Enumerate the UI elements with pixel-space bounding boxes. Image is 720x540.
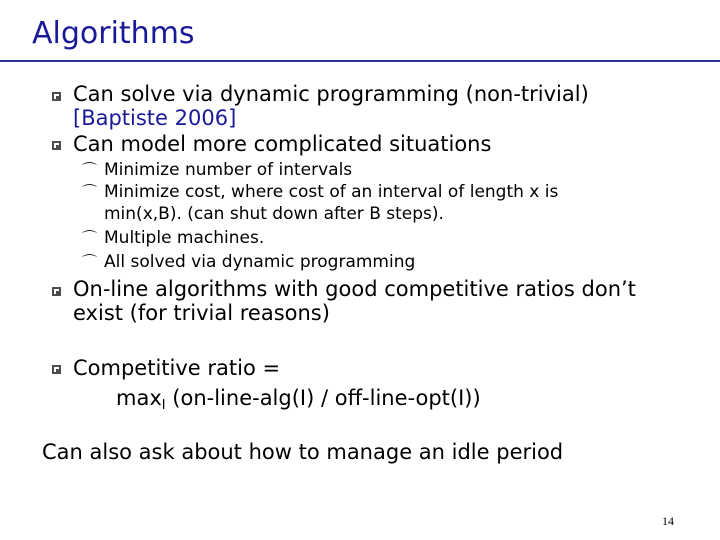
slide-title: Algorithms — [32, 16, 195, 51]
sub-bullet-3-text: Multiple machines. — [104, 228, 265, 248]
bullet-icon — [52, 287, 61, 296]
bullet-icon — [52, 92, 61, 101]
sub-bullet-icon: ⌒ — [82, 253, 98, 271]
bullet-1-text: Can solve via dynamic programming (non-trivial) — [73, 82, 589, 106]
formula-subscript: I — [161, 398, 166, 413]
bullet-2-text: Can model more complicated situations — [73, 132, 492, 156]
formula-body: (on-line-alg(I) / off-line-opt(I)) — [165, 386, 481, 410]
bullet-1-citation: [Baptiste 2006] — [73, 106, 237, 130]
sub-bullet-icon: ⌒ — [82, 229, 98, 247]
bullet-3-text: On-line algorithms with good competitive ratios don’t — [73, 277, 636, 301]
page-number: 14 — [662, 514, 674, 528]
competitive-ratio-formula — [116, 386, 481, 418]
bullet-icon — [52, 365, 61, 374]
sub-bullet-2-text-cont: min(x,B). (can shut down after B steps). — [104, 204, 444, 224]
bullet-3-text-cont: exist (for trivial reasons) — [73, 301, 330, 325]
bullet-4-text: Competitive ratio = — [73, 356, 281, 380]
sub-bullet-1-text: Minimize number of intervals — [104, 160, 353, 180]
formula-max: max — [116, 386, 162, 410]
sub-bullet-icon: ⌒ — [82, 161, 98, 179]
title-rule — [0, 60, 720, 62]
sub-bullet-icon: ⌒ — [82, 183, 98, 201]
bullet-icon — [52, 141, 61, 150]
sub-bullet-2-text: Minimize cost, where cost of an interval of length x is — [104, 182, 559, 202]
closing-remark: Can also ask about how to manage an idle period — [42, 440, 564, 464]
sub-bullet-4-text: All solved via dynamic programming — [104, 252, 416, 272]
